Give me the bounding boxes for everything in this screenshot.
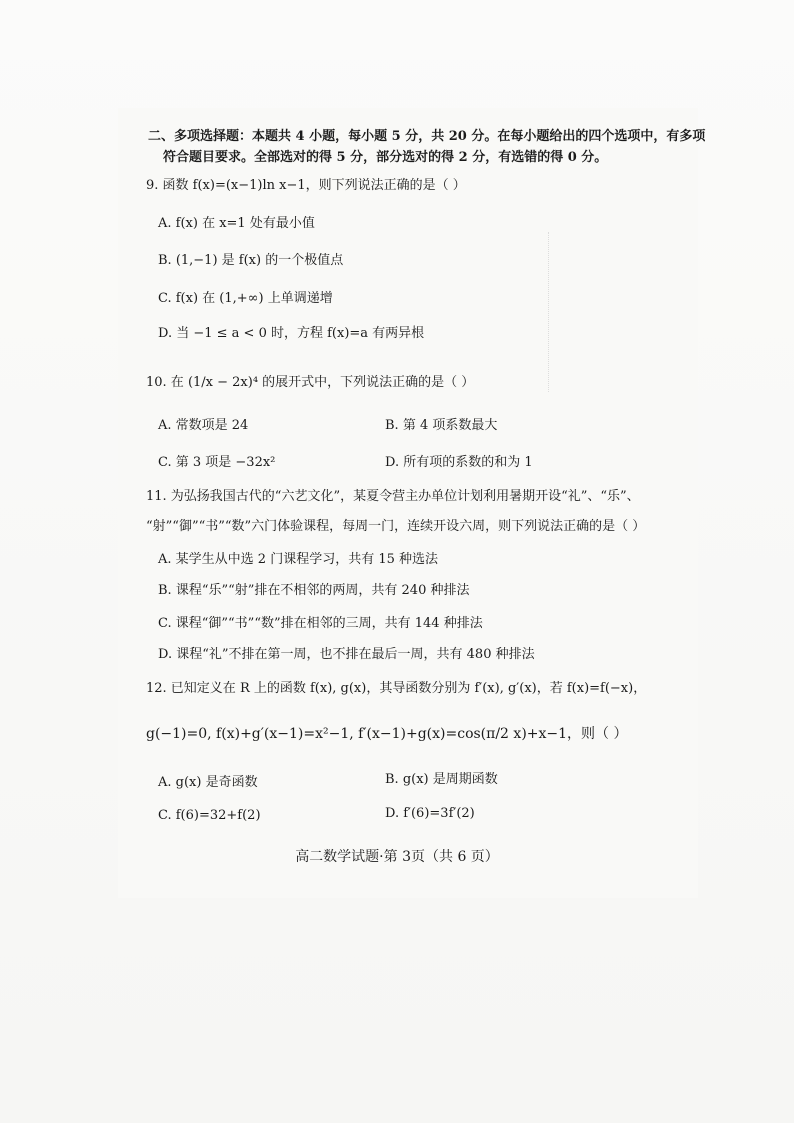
q9-option-d: D. 当 −1 ≤ a < 0 时，方程 f(x)=a 有两异根 <box>158 326 425 341</box>
q10-option-c: C. 第 3 项是 −32x² <box>158 455 276 470</box>
q10-option-d: D. 所有项的系数的和为 1 <box>385 455 533 470</box>
question-11-stem-continued: “射”“御”“书”“数”六门体验课程，每周一门，连续开设六周，则下列说法正确的是（ ） <box>146 519 646 534</box>
question-12-stem: 12. 已知定义在 R 上的函数 f(x), g(x)，其导函数分别为 f′(x), g′(x)，若 f(x)=f(−x)， <box>146 681 647 696</box>
section-heading-line1: 二、多项选择题：本题共 4 小题，每小题 5 分，共 20 分。在每小题给出的四个选项中，有多项 <box>148 129 706 144</box>
q11-option-b: B. 课程“乐”“射”排在不相邻的两周，共有 240 种排法 <box>158 583 470 598</box>
bleed-through-artifact <box>548 232 669 392</box>
section-heading-line2: 符合题目要求。全部选对的得 5 分，部分选对的得 2 分，有选错的得 0 分。 <box>163 150 608 165</box>
q12-option-d: D. f′(6)=3f′(2) <box>385 806 475 821</box>
question-12-stem-continued: g(−1)=0, f(x)+g′(x−1)=x²−1, f′(x−1)+g(x)=cos(π/2 x)+x−1，则（ ） <box>146 726 628 742</box>
q11-option-c: C. 课程“御”“书”“数”排在相邻的三周，共有 144 种排法 <box>158 616 483 631</box>
q9-option-a: A. f(x) 在 x=1 处有最小值 <box>158 216 315 231</box>
q11-option-a: A. 某学生从中选 2 门课程学习，共有 15 种选法 <box>158 552 438 567</box>
question-9-stem: 9. 函数 f(x)=(x−1)ln x−1，则下列说法正确的是（ ） <box>146 178 466 193</box>
question-10-stem: 10. 在 (1/x − 2x)⁴ 的展开式中，下列说法正确的是（ ） <box>146 375 475 390</box>
q10-option-b: B. 第 4 项系数最大 <box>385 418 498 433</box>
q12-option-c: C. f(6)=32+f(2) <box>158 808 261 823</box>
q12-option-a: A. g(x) 是奇函数 <box>158 775 258 790</box>
q11-option-d: D. 课程“礼”不排在第一周，也不排在最后一周，共有 480 种排法 <box>158 647 535 662</box>
q9-option-c: C. f(x) 在 (1,+∞) 上单调递增 <box>158 291 333 306</box>
q9-option-b: B. (1,−1) 是 f(x) 的一个极值点 <box>158 253 344 268</box>
q12-option-b: B. g(x) 是周期函数 <box>385 772 498 787</box>
q10-option-a: A. 常数项是 24 <box>158 418 249 433</box>
page-footer: 高二数学试题·第 3页（共 6 页） <box>295 849 499 865</box>
question-11-stem: 11. 为弘扬我国古代的“六艺文化”，某夏令营主办单位计划利用暑期开设“礼”、“乐”、 <box>146 489 640 504</box>
